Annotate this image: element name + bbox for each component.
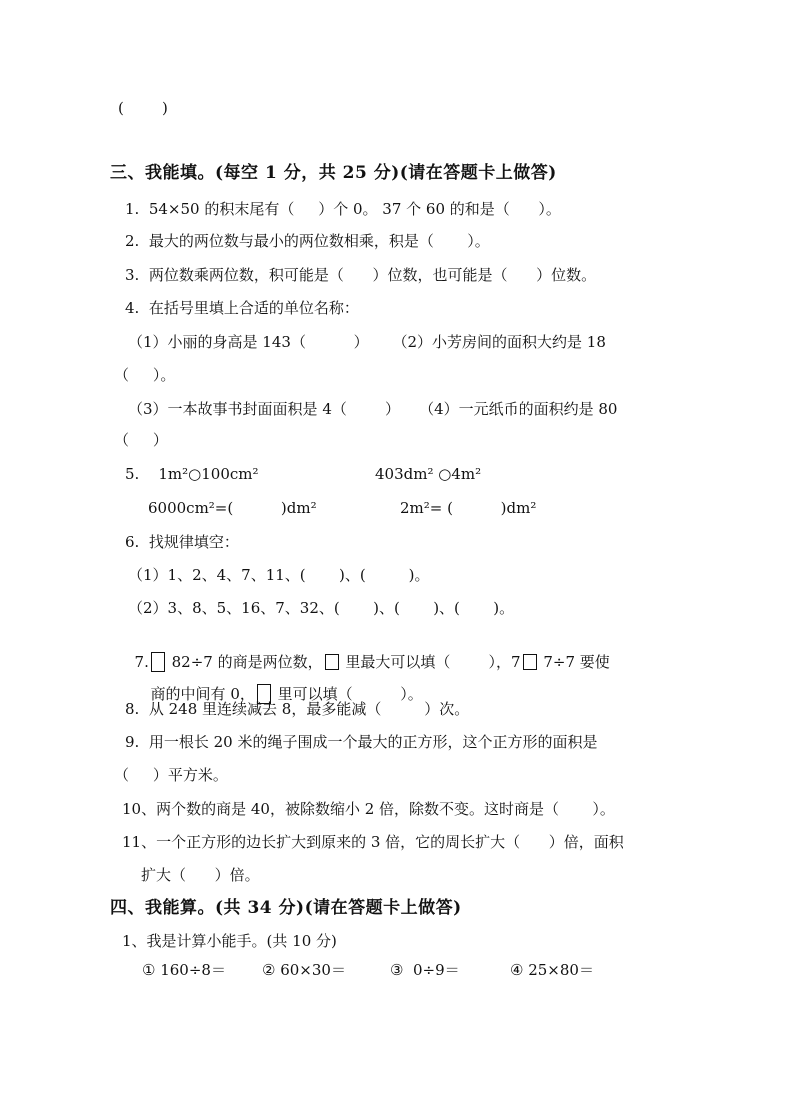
- question-2: 2. 最大的两位数与最小的两位数相乘，积是（ ）。: [125, 232, 490, 250]
- question-7-text-4: 商的中间有 0，: [150, 685, 255, 703]
- question-6-part-2: （2）3、8、5、16、7、32、( )、( )、( )。: [128, 599, 515, 617]
- question-4-part-1-2: （1）小丽的身高是 143（ ） （2）小芳房间的面积大约是 18: [128, 333, 606, 351]
- question-4: 4. 在括号里填上合适的单位名称：: [125, 299, 359, 317]
- question-5-c: 6000cm²=( )dm²: [148, 499, 317, 517]
- subsection-1-title: 1、我是计算小能手。(共 10 分): [122, 932, 337, 950]
- blank-box: [523, 654, 537, 670]
- section-3-title: 三、我能填。(每空 1 分，共 25 分)(请在答题卡上做答): [110, 163, 557, 183]
- question-7-cont: [141, 664, 423, 704]
- question-5-a: 5. 1m²○100cm²: [125, 465, 259, 483]
- answer-blank: ( ): [118, 99, 168, 117]
- calc-item: ③ 0÷9＝: [390, 961, 460, 979]
- question-7-number: 7.: [134, 653, 149, 671]
- section-4-title: 四、我能算。(共 34 分)(请在答题卡上做答): [110, 898, 462, 918]
- question-7-text-3: 7÷7 要使: [538, 653, 610, 671]
- question-3: 3. 两位数乘两位数，积可能是（ ）位数，也可能是（ ）位数。: [125, 266, 597, 284]
- question-1: 1. 54×50 的积末尾有（ ）个 0。 37 个 60 的和是（ ）。: [125, 200, 561, 218]
- question-4-part-3-4: （3）一本故事书封面面积是 4（ ） （4）一元纸币的面积约是 80: [128, 400, 618, 418]
- question-7-text-2: 里最大可以填（ ），7: [340, 653, 521, 671]
- question-7-text-5: 里可以填（ ）。: [272, 685, 423, 703]
- question-6-part-1: （1）1、2、4、7、11、( )、( )。: [128, 566, 430, 584]
- question-10: 10、两个数的商是 40，被除数缩小 2 倍，除数不变。这时商是（ ）。: [122, 800, 615, 818]
- question-11: 11、一个正方形的边长扩大到原来的 3 倍，它的周长扩大（ ）倍，面积: [122, 833, 624, 851]
- question-7-text-1: 82÷7 的商是两位数，: [166, 653, 323, 671]
- question-4-part-4-cont: （ ）: [114, 431, 168, 449]
- question-9: 9. 用一根长 20 米的绳子围成一个最大的正方形，这个正方形的面积是: [125, 733, 598, 751]
- question-5-b: 403dm² ○4m²: [375, 465, 482, 483]
- calc-item: ① 160÷8＝: [142, 961, 226, 979]
- calc-item: ④ 25×80＝: [510, 961, 594, 979]
- question-4-part-2-cont: （ ）。: [114, 366, 176, 384]
- question-11-cont: 扩大（ ）倍。: [141, 866, 260, 884]
- question-6: 6. 找规律填空：: [125, 533, 239, 551]
- calc-item: ② 60×30＝: [262, 961, 346, 979]
- question-9-cont: （ ）平方米。: [114, 766, 228, 784]
- question-5-d: 2m²= ( )dm²: [400, 499, 537, 517]
- question-8: 8. 从 248 里连续减去 8，最多能减（ ）次。: [125, 700, 470, 718]
